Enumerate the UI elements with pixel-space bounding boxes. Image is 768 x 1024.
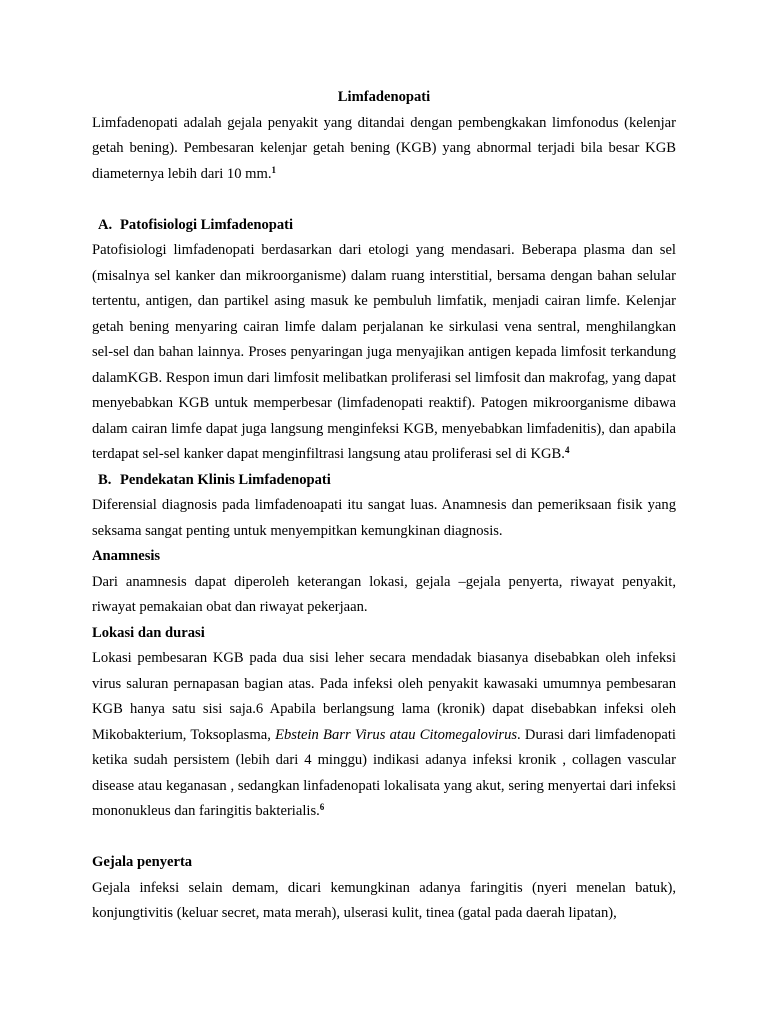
intro-text: Limfadenopati adalah gejala penyakit yang ditandai dengan pembengkakan limfonodus (kelenjar getah bening). Pembesaran kelenjar getah bening (KGB) yang abnormal terjadi bila besar KGB diameternya lebih dari 10 mm. [92,114,676,182]
section-a-paragraph [92,238,676,468]
lokasi-paragraph [92,646,676,825]
section-a-heading [92,213,676,239]
section-a-title: Patofisiologi Limfadenopati [120,216,294,233]
reference-superscript: 1 [271,164,277,175]
document-page [92,85,676,927]
intro-paragraph [92,111,676,188]
lokasi-heading: Lokasi dan durasi [92,624,205,641]
lokasi-text-after: . Durasi dari limfadenopati ketika sudah persistem (lebih dari 4 minggu) indikasi adanya infeksi kronik , collagen vascular disease atau keganasan , sedangkan linfadenopati lokalisata yang akut, sering menyertai dari infeksi mononukleus dan faringitis bakterialis. [92,726,676,819]
section-a-number: A. [98,216,113,233]
anamnesis-heading: Anamnesis [92,548,161,564]
section-b-paragraph: Diferensial diagnosis pada limfadenoapati itu sangat luas. Anamnesis dan pemeriksaan fisik yang seksama sangat penting untuk menyempitkan kemungkinan diagnosis. [92,497,676,539]
spacer [92,825,676,851]
document-title: Limfadenopati [337,89,431,105]
section-b-title: Pendekatan Klinis Limfadenopati [120,471,331,488]
gejala-paragraph: Gejala infeksi selain demam, dicari kemungkinan adanya faringitis (nyeri menelan batuk), konjungtivitis (keluar secret, mata merah), ulserasi kulit, tinea (gatal pada daerah lipatan), [92,879,676,921]
lokasi-text-before: Lokasi pembesaran KGB pada dua sisi leher secara mendadak biasanya disebabkan oleh infeksi virus saluran pernapasan bagian atas. Pada infeksi oleh penyakit kawasaki umumnya pembesaran KGB hanya satu sisi saja.6 Apabila berlangsung lama (kronik) dapat disebabkan infeksi oleh Mikobakterium, Toksoplasma, [92,650,676,743]
gejala-heading: Gejala penyerta [92,854,193,870]
spacer [92,187,676,213]
anamnesis-paragraph: Dari anamnesis dapat diperoleh keterangan lokasi, gejala –gejala penyerta, riwayat penyakit, riwayat pemakaian obat dan riwayat pekerjaan. [92,573,676,615]
section-b-number: B. [98,471,112,488]
reference-superscript: 4 [564,445,570,455]
lokasi-italic-text: Ebstein Barr Virus atau Citomegalovirus [275,726,518,743]
section-b-heading [92,468,676,494]
reference-superscript: 6 [319,802,325,812]
section-a-text: Patofisiologi limfadenopati berdasarkan dari etologi yang mendasari. Beberapa plasma dan sel (misalnya sel kanker dan mikroorganisme) dalam ruang interstitial, bersama dengan bahan selular tertentu, antigen, dan partikel asing masuk ke pembuluh limfatik, menjadi cairan limfe. Kelenjar getah bening menyaring cairan limfe dalam perjalanan ke sirkulasi vena sentral, menghilangkan sel-sel dan bahan lainnya. Proses penyaringan juga menyajikan antigen kepada limfosit terkandung dalamKGB. Respon imun dari limfosit melibatkan proliferasi sel limfosit dan makrofag, yang dapat menyebabkan KGB untuk memperbesar (limfadenopati reaktif). Patogen mikroorganisme dibawa dalam cairan limfe dapat juga langsung menginfeksi KGB, menyebabkan limfadenitis), dan apabila terdapat sel-sel kanker dapat menginfiltrasi langsung atau proliferasi sel di KGB. [92,242,676,462]
